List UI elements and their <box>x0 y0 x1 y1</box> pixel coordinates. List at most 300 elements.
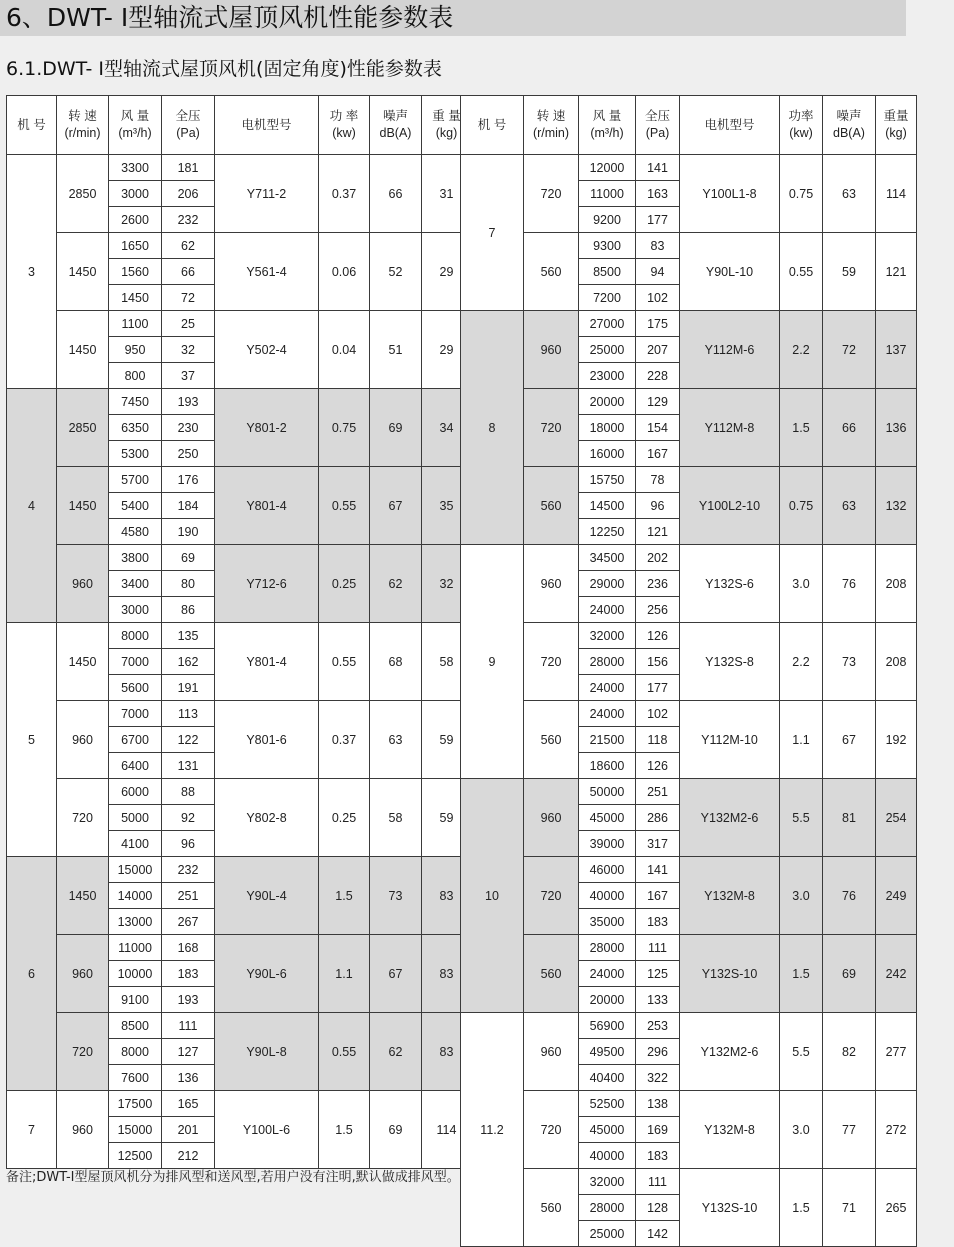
pressure-cell: 122 <box>162 727 215 753</box>
airflow-cell: 24000 <box>579 961 636 987</box>
airflow-cell: 28000 <box>579 1195 636 1221</box>
power-cell: 0.75 <box>780 467 823 545</box>
airflow-cell: 15750 <box>579 467 636 493</box>
power-cell: 0.55 <box>780 233 823 311</box>
noise-cell: 77 <box>823 1091 876 1169</box>
weight-cell: 137 <box>876 311 917 389</box>
pressure-cell: 138 <box>636 1091 680 1117</box>
table-row <box>461 623 917 649</box>
noise-cell: 66 <box>823 389 876 467</box>
airflow-cell: 5600 <box>109 675 162 701</box>
header-weight: 重 量 (kg) <box>422 96 472 155</box>
machine-no-cell: 11.2 <box>461 1013 524 1247</box>
table-subtitle: 6.1.DWT- Ⅰ型轴流式屋顶风机(固定角度)性能参数表 <box>6 58 442 80</box>
airflow-cell: 17500 <box>109 1091 162 1117</box>
pressure-cell: 201 <box>162 1117 215 1143</box>
table-row <box>7 467 472 493</box>
table-row <box>461 545 917 571</box>
airflow-cell: 7000 <box>109 701 162 727</box>
weight-cell: 59 <box>422 779 472 857</box>
motor-model-cell: Y502-4 <box>215 311 319 389</box>
pressure-cell: 32 <box>162 337 215 363</box>
machine-no-cell: 3 <box>7 155 57 389</box>
airflow-cell: 9100 <box>109 987 162 1013</box>
pressure-cell: 256 <box>636 597 680 623</box>
table-row <box>7 545 472 571</box>
airflow-cell: 9200 <box>579 207 636 233</box>
pressure-cell: 167 <box>636 883 680 909</box>
pressure-cell: 80 <box>162 571 215 597</box>
power-cell: 0.37 <box>319 155 370 233</box>
airflow-cell: 27000 <box>579 311 636 337</box>
machine-no-cell: 10 <box>461 779 524 1013</box>
airflow-cell: 8000 <box>109 623 162 649</box>
right-table-header <box>461 96 917 155</box>
weight-cell: 32 <box>422 545 472 623</box>
noise-cell: 58 <box>370 779 422 857</box>
pressure-cell: 250 <box>162 441 215 467</box>
speed-cell: 960 <box>524 1013 579 1091</box>
header-total-pressure: 全压 (Pa) <box>162 96 215 155</box>
pressure-cell: 191 <box>162 675 215 701</box>
header-airflow: 风 量 (m³/h) <box>579 96 636 155</box>
weight-cell: 242 <box>876 935 917 1013</box>
speed-cell: 960 <box>57 1091 109 1169</box>
noise-cell: 59 <box>823 233 876 311</box>
airflow-cell: 32000 <box>579 623 636 649</box>
table-row <box>461 389 917 415</box>
weight-cell: 136 <box>876 389 917 467</box>
table-row <box>7 779 472 805</box>
noise-cell: 73 <box>823 623 876 701</box>
pressure-cell: 251 <box>162 883 215 909</box>
pressure-cell: 202 <box>636 545 680 571</box>
power-cell: 0.25 <box>319 779 370 857</box>
airflow-cell: 16000 <box>579 441 636 467</box>
speed-cell: 960 <box>524 311 579 389</box>
weight-cell: 83 <box>422 1013 472 1091</box>
motor-model-cell: Y90L-8 <box>215 1013 319 1091</box>
motor-model-cell: Y132S-10 <box>680 935 780 1013</box>
table-row <box>461 311 917 337</box>
motor-model-cell: Y100L-6 <box>215 1091 319 1169</box>
title-bar <box>0 0 906 36</box>
airflow-cell: 50000 <box>579 779 636 805</box>
table-row <box>461 233 917 259</box>
left-table-header <box>7 96 472 155</box>
pressure-cell: 111 <box>162 1013 215 1039</box>
pressure-cell: 92 <box>162 805 215 831</box>
airflow-cell: 35000 <box>579 909 636 935</box>
power-cell: 0.06 <box>319 233 370 311</box>
motor-model-cell: Y801-4 <box>215 467 319 545</box>
header-weight: 重量 (kg) <box>876 96 917 155</box>
header-airflow: 风 量 (m³/h) <box>109 96 162 155</box>
pressure-cell: 154 <box>636 415 680 441</box>
airflow-cell: 3800 <box>109 545 162 571</box>
pressure-cell: 286 <box>636 805 680 831</box>
speed-cell: 560 <box>524 701 579 779</box>
airflow-cell: 8500 <box>579 259 636 285</box>
pressure-cell: 62 <box>162 233 215 259</box>
airflow-cell: 28000 <box>579 935 636 961</box>
noise-cell: 63 <box>823 155 876 233</box>
airflow-cell: 1650 <box>109 233 162 259</box>
airflow-cell: 13000 <box>109 909 162 935</box>
pressure-cell: 125 <box>636 961 680 987</box>
pressure-cell: 296 <box>636 1039 680 1065</box>
pressure-cell: 133 <box>636 987 680 1013</box>
pressure-cell: 83 <box>636 233 680 259</box>
power-cell: 0.75 <box>319 389 370 467</box>
speed-cell: 2850 <box>57 155 109 233</box>
speed-cell: 720 <box>524 857 579 935</box>
right-performance-table <box>460 95 917 1247</box>
table-row <box>7 935 472 961</box>
noise-cell: 67 <box>370 467 422 545</box>
motor-model-cell: Y90L-4 <box>215 857 319 935</box>
speed-cell: 960 <box>57 545 109 623</box>
machine-no-cell: 7 <box>461 155 524 311</box>
pressure-cell: 177 <box>636 207 680 233</box>
pressure-cell: 78 <box>636 467 680 493</box>
table-row <box>7 857 472 883</box>
motor-model-cell: Y132M2-6 <box>680 1013 780 1091</box>
airflow-cell: 800 <box>109 363 162 389</box>
pressure-cell: 190 <box>162 519 215 545</box>
pressure-cell: 162 <box>162 649 215 675</box>
table-row <box>7 233 472 259</box>
airflow-cell: 6700 <box>109 727 162 753</box>
noise-cell: 62 <box>370 1013 422 1091</box>
pressure-cell: 96 <box>636 493 680 519</box>
airflow-cell: 7200 <box>579 285 636 311</box>
weight-cell: 114 <box>422 1091 472 1169</box>
machine-no-cell: 9 <box>461 545 524 779</box>
airflow-cell: 6000 <box>109 779 162 805</box>
motor-model-cell: Y801-4 <box>215 623 319 701</box>
airflow-cell: 40000 <box>579 883 636 909</box>
weight-cell: 208 <box>876 623 917 701</box>
page-title: 6、DWT- Ⅰ型轴流式屋顶风机性能参数表 <box>6 3 454 32</box>
speed-cell: 720 <box>524 155 579 233</box>
pressure-cell: 193 <box>162 389 215 415</box>
noise-cell: 67 <box>823 701 876 779</box>
power-cell: 1.5 <box>780 935 823 1013</box>
header-machine-no: 机 号 <box>461 96 524 155</box>
noise-cell: 76 <box>823 545 876 623</box>
motor-model-cell: Y561-4 <box>215 233 319 311</box>
power-cell: 0.55 <box>319 467 370 545</box>
weight-cell: 208 <box>876 545 917 623</box>
airflow-cell: 14000 <box>109 883 162 909</box>
motor-model-cell: Y100L2-10 <box>680 467 780 545</box>
airflow-cell: 5300 <box>109 441 162 467</box>
motor-model-cell: Y112M-8 <box>680 389 780 467</box>
machine-no-cell: 8 <box>461 311 524 545</box>
motor-model-cell: Y90L-10 <box>680 233 780 311</box>
header-noise: 噪声 dB(A) <box>370 96 422 155</box>
airflow-cell: 25000 <box>579 1221 636 1247</box>
header-noise: 噪声 dB(A) <box>823 96 876 155</box>
pressure-cell: 251 <box>636 779 680 805</box>
airflow-cell: 39000 <box>579 831 636 857</box>
pressure-cell: 141 <box>636 155 680 181</box>
airflow-cell: 21500 <box>579 727 636 753</box>
airflow-cell: 34500 <box>579 545 636 571</box>
table-row <box>461 779 917 805</box>
pressure-cell: 230 <box>162 415 215 441</box>
pressure-cell: 37 <box>162 363 215 389</box>
airflow-cell: 5400 <box>109 493 162 519</box>
table-row <box>461 701 917 727</box>
airflow-cell: 24000 <box>579 597 636 623</box>
airflow-cell: 1100 <box>109 311 162 337</box>
pressure-cell: 167 <box>636 441 680 467</box>
motor-model-cell: Y132M2-6 <box>680 779 780 857</box>
airflow-cell: 18600 <box>579 753 636 779</box>
pressure-cell: 118 <box>636 727 680 753</box>
pressure-cell: 156 <box>636 649 680 675</box>
noise-cell: 67 <box>370 935 422 1013</box>
weight-cell: 192 <box>876 701 917 779</box>
pressure-cell: 86 <box>162 597 215 623</box>
weight-cell: 272 <box>876 1091 917 1169</box>
table-row <box>7 1013 472 1039</box>
noise-cell: 76 <box>823 857 876 935</box>
power-cell: 0.75 <box>780 155 823 233</box>
motor-model-cell: Y801-6 <box>215 701 319 779</box>
power-cell: 1.5 <box>780 1169 823 1247</box>
airflow-cell: 15000 <box>109 857 162 883</box>
header-speed: 转 速 (r/min) <box>524 96 579 155</box>
speed-cell: 2850 <box>57 389 109 467</box>
airflow-cell: 12250 <box>579 519 636 545</box>
motor-model-cell: Y132S-8 <box>680 623 780 701</box>
airflow-cell: 46000 <box>579 857 636 883</box>
noise-cell: 63 <box>370 701 422 779</box>
power-cell: 1.5 <box>780 389 823 467</box>
power-cell: 2.2 <box>780 623 823 701</box>
weight-cell: 83 <box>422 857 472 935</box>
speed-cell: 720 <box>524 623 579 701</box>
airflow-cell: 8500 <box>109 1013 162 1039</box>
pressure-cell: 129 <box>636 389 680 415</box>
pressure-cell: 236 <box>636 571 680 597</box>
footnote: 备注;DWT-Ⅰ型屋顶风机分为排风型和送风型,若用户没有注明,默认做成排风型。 <box>6 1170 460 1185</box>
power-cell: 5.5 <box>780 1013 823 1091</box>
speed-cell: 1450 <box>57 623 109 701</box>
pressure-cell: 102 <box>636 285 680 311</box>
airflow-cell: 40000 <box>579 1143 636 1169</box>
weight-cell: 114 <box>876 155 917 233</box>
airflow-cell: 6400 <box>109 753 162 779</box>
pressure-cell: 228 <box>636 363 680 389</box>
speed-cell: 560 <box>524 935 579 1013</box>
airflow-cell: 28000 <box>579 649 636 675</box>
table-row <box>461 857 917 883</box>
speed-cell: 560 <box>524 467 579 545</box>
power-cell: 1.5 <box>319 1091 370 1169</box>
table-row <box>461 155 917 181</box>
pressure-cell: 193 <box>162 987 215 1013</box>
power-cell: 1.1 <box>319 935 370 1013</box>
pressure-cell: 165 <box>162 1091 215 1117</box>
motor-model-cell: Y132M-8 <box>680 857 780 935</box>
motor-model-cell: Y711-2 <box>215 155 319 233</box>
power-cell: 3.0 <box>780 1091 823 1169</box>
pressure-cell: 322 <box>636 1065 680 1091</box>
airflow-cell: 49500 <box>579 1039 636 1065</box>
noise-cell: 82 <box>823 1013 876 1091</box>
airflow-cell: 25000 <box>579 337 636 363</box>
airflow-cell: 2600 <box>109 207 162 233</box>
weight-cell: 31 <box>422 155 472 233</box>
pressure-cell: 183 <box>636 1143 680 1169</box>
pressure-cell: 126 <box>636 753 680 779</box>
power-cell: 3.0 <box>780 857 823 935</box>
left-performance-table <box>6 95 472 1169</box>
motor-model-cell: Y132M-8 <box>680 1091 780 1169</box>
airflow-cell: 3000 <box>109 181 162 207</box>
power-cell: 0.55 <box>319 1013 370 1091</box>
header-motor-model: 电机型号 <box>215 96 319 155</box>
noise-cell: 72 <box>823 311 876 389</box>
speed-cell: 1450 <box>57 311 109 389</box>
airflow-cell: 15000 <box>109 1117 162 1143</box>
machine-no-cell: 7 <box>7 1091 57 1169</box>
pressure-cell: 131 <box>162 753 215 779</box>
motor-model-cell: Y112M-10 <box>680 701 780 779</box>
table-row <box>461 1013 917 1039</box>
pressure-cell: 177 <box>636 675 680 701</box>
airflow-cell: 20000 <box>579 389 636 415</box>
motor-model-cell: Y132S-6 <box>680 545 780 623</box>
airflow-cell: 3300 <box>109 155 162 181</box>
pressure-cell: 183 <box>162 961 215 987</box>
weight-cell: 59 <box>422 701 472 779</box>
airflow-cell: 56900 <box>579 1013 636 1039</box>
pressure-cell: 88 <box>162 779 215 805</box>
airflow-cell: 18000 <box>579 415 636 441</box>
table-row <box>7 623 472 649</box>
airflow-cell: 3400 <box>109 571 162 597</box>
weight-cell: 58 <box>422 623 472 701</box>
table-row <box>7 1091 472 1117</box>
noise-cell: 68 <box>370 623 422 701</box>
pressure-cell: 317 <box>636 831 680 857</box>
left-table-body <box>7 155 472 1169</box>
weight-cell: 132 <box>876 467 917 545</box>
weight-cell: 34 <box>422 389 472 467</box>
pressure-cell: 168 <box>162 935 215 961</box>
airflow-cell: 29000 <box>579 571 636 597</box>
pressure-cell: 128 <box>636 1195 680 1221</box>
header-power: 功率 (kw) <box>780 96 823 155</box>
airflow-cell: 52500 <box>579 1091 636 1117</box>
pressure-cell: 163 <box>636 181 680 207</box>
weight-cell: 265 <box>876 1169 917 1247</box>
weight-cell: 83 <box>422 935 472 1013</box>
speed-cell: 720 <box>524 1091 579 1169</box>
airflow-cell: 12500 <box>109 1143 162 1169</box>
airflow-cell: 45000 <box>579 805 636 831</box>
airflow-cell: 10000 <box>109 961 162 987</box>
noise-cell: 69 <box>370 1091 422 1169</box>
airflow-cell: 11000 <box>109 935 162 961</box>
pressure-cell: 72 <box>162 285 215 311</box>
airflow-cell: 12000 <box>579 155 636 181</box>
pressure-cell: 127 <box>162 1039 215 1065</box>
pressure-cell: 142 <box>636 1221 680 1247</box>
airflow-cell: 7600 <box>109 1065 162 1091</box>
table-row <box>7 701 472 727</box>
noise-cell: 62 <box>370 545 422 623</box>
pressure-cell: 181 <box>162 155 215 181</box>
airflow-cell: 3000 <box>109 597 162 623</box>
power-cell: 0.37 <box>319 701 370 779</box>
pressure-cell: 69 <box>162 545 215 571</box>
pressure-cell: 141 <box>636 857 680 883</box>
power-cell: 0.25 <box>319 545 370 623</box>
motor-model-cell: Y802-8 <box>215 779 319 857</box>
power-cell: 5.5 <box>780 779 823 857</box>
speed-cell: 720 <box>57 779 109 857</box>
pressure-cell: 111 <box>636 935 680 961</box>
pressure-cell: 102 <box>636 701 680 727</box>
airflow-cell: 20000 <box>579 987 636 1013</box>
pressure-cell: 113 <box>162 701 215 727</box>
noise-cell: 51 <box>370 311 422 389</box>
airflow-cell: 4100 <box>109 831 162 857</box>
table-row <box>461 935 917 961</box>
machine-no-cell: 4 <box>7 389 57 623</box>
table-row <box>461 1169 917 1195</box>
speed-cell: 960 <box>524 545 579 623</box>
speed-cell: 960 <box>57 701 109 779</box>
table-row <box>7 311 472 337</box>
pressure-cell: 267 <box>162 909 215 935</box>
noise-cell: 69 <box>823 935 876 1013</box>
speed-cell: 1450 <box>57 857 109 935</box>
pressure-cell: 111 <box>636 1169 680 1195</box>
pressure-cell: 126 <box>636 623 680 649</box>
motor-model-cell: Y90L-6 <box>215 935 319 1013</box>
airflow-cell: 24000 <box>579 675 636 701</box>
pressure-cell: 25 <box>162 311 215 337</box>
speed-cell: 960 <box>524 779 579 857</box>
speed-cell: 960 <box>57 935 109 1013</box>
table-row <box>461 467 917 493</box>
speed-cell: 560 <box>524 233 579 311</box>
pressure-cell: 135 <box>162 623 215 649</box>
header-power: 功 率 (kw) <box>319 96 370 155</box>
weight-cell: 254 <box>876 779 917 857</box>
table-row <box>7 389 472 415</box>
speed-cell: 560 <box>524 1169 579 1247</box>
power-cell: 0.55 <box>319 623 370 701</box>
pressure-cell: 66 <box>162 259 215 285</box>
airflow-cell: 5000 <box>109 805 162 831</box>
airflow-cell: 11000 <box>579 181 636 207</box>
header-total-pressure: 全压 (Pa) <box>636 96 680 155</box>
airflow-cell: 950 <box>109 337 162 363</box>
pressure-cell: 212 <box>162 1143 215 1169</box>
pressure-cell: 206 <box>162 181 215 207</box>
weight-cell: 121 <box>876 233 917 311</box>
weight-cell: 249 <box>876 857 917 935</box>
pressure-cell: 96 <box>162 831 215 857</box>
